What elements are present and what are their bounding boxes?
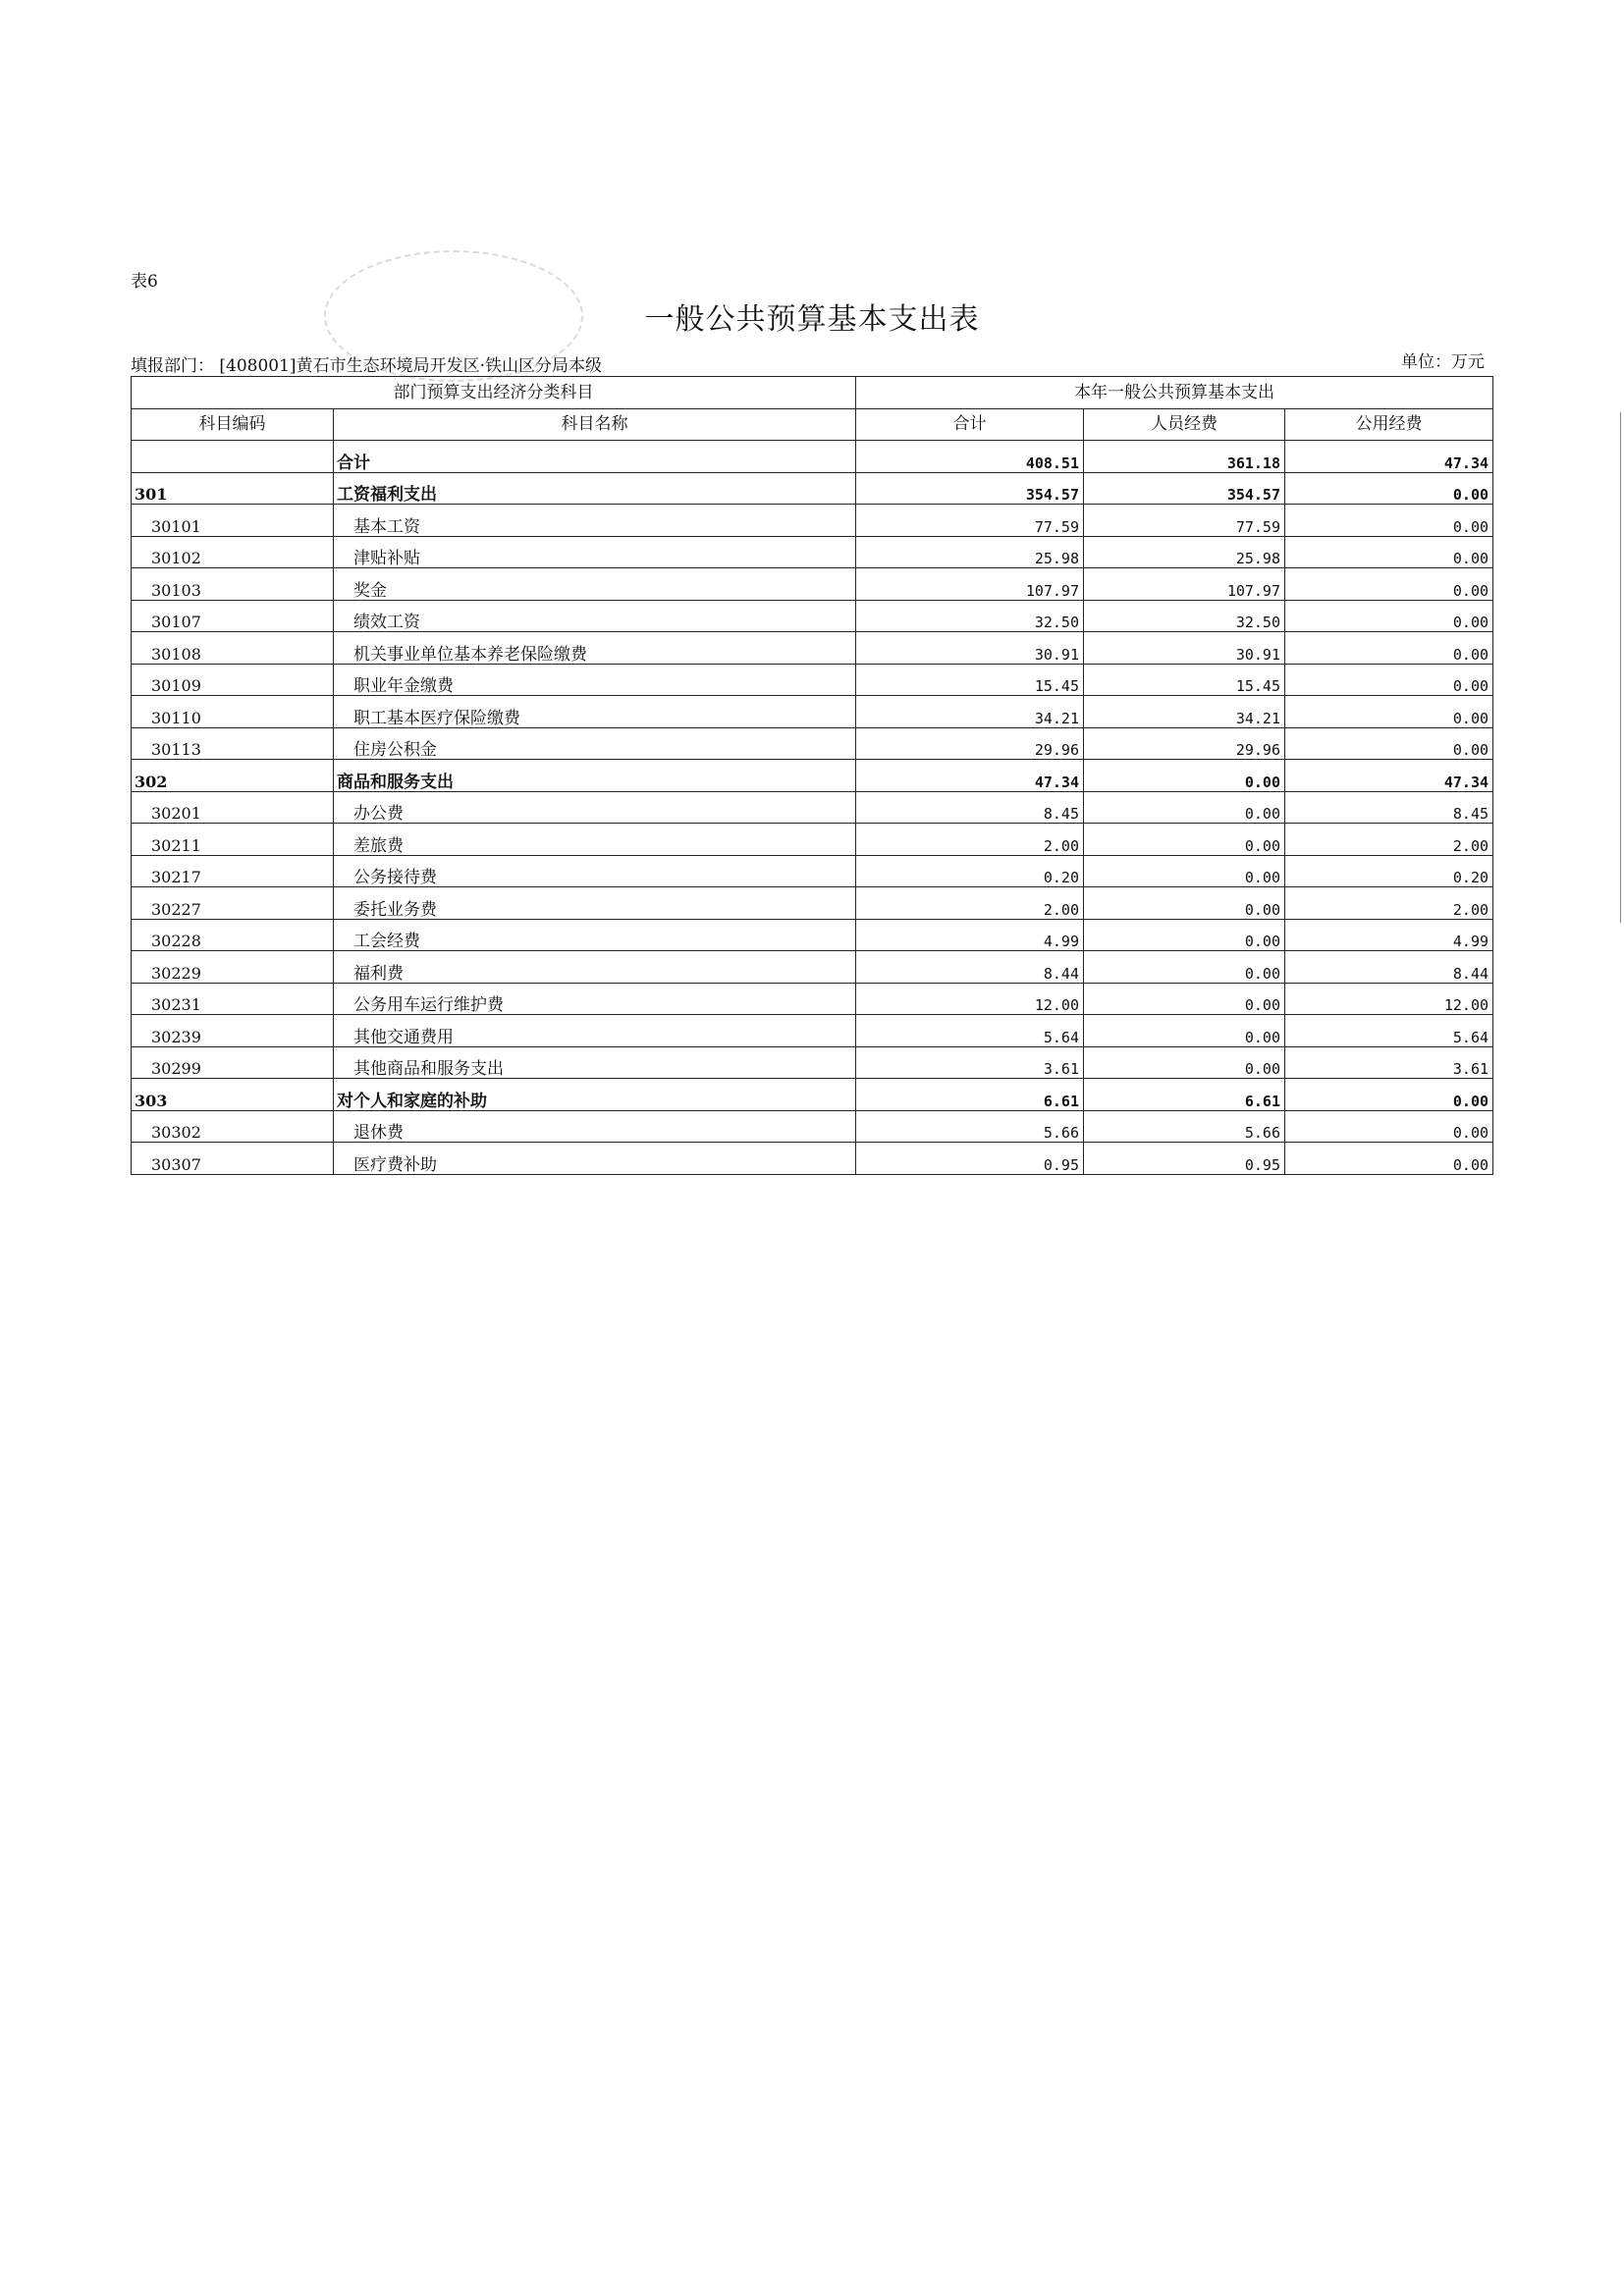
cell-total: 408.51 <box>856 441 1084 473</box>
cell-public: 2.00 <box>1285 824 1493 856</box>
cell-total: 30.91 <box>856 632 1084 665</box>
scan-edge-line <box>1620 412 1621 923</box>
header-personnel: 人员经费 <box>1084 408 1285 441</box>
cell-personnel: 0.00 <box>1084 983 1285 1015</box>
cell-total: 354.57 <box>856 472 1084 505</box>
cell-name: 办公费 <box>334 791 856 824</box>
cell-public: 8.45 <box>1285 791 1493 824</box>
cell-total: 77.59 <box>856 505 1084 537</box>
cell-public: 47.34 <box>1285 760 1493 792</box>
cell-name: 其他交通费用 <box>334 1015 856 1047</box>
header-group-row <box>132 377 1493 409</box>
table-row <box>132 632 1493 665</box>
cell-name: 商品和服务支出 <box>334 760 856 792</box>
cell-personnel: 0.00 <box>1084 887 1285 920</box>
cell-personnel: 0.00 <box>1084 1015 1285 1047</box>
table-row <box>132 824 1493 856</box>
table-row <box>132 1110 1493 1143</box>
cell-total: 12.00 <box>856 983 1084 1015</box>
table-row <box>132 472 1493 505</box>
cell-total: 0.20 <box>856 855 1084 887</box>
cell-total: 5.64 <box>856 1015 1084 1047</box>
header-code: 科目编码 <box>132 408 334 441</box>
cell-personnel: 354.57 <box>1084 472 1285 505</box>
cell-name: 福利费 <box>334 951 856 984</box>
cell-code: 30307 <box>132 1143 334 1175</box>
cell-name: 公务用车运行维护费 <box>334 983 856 1015</box>
header-name: 科目名称 <box>334 408 856 441</box>
cell-public: 0.00 <box>1285 600 1493 632</box>
cell-personnel: 77.59 <box>1084 505 1285 537</box>
fill-department-value: [408001]黄石市生态环境局开发区·铁山区分局本级 <box>219 356 602 376</box>
cell-public: 0.00 <box>1285 696 1493 728</box>
cell-personnel: 107.97 <box>1084 568 1285 601</box>
table-row <box>132 1015 1493 1047</box>
header-column-row <box>132 408 1493 441</box>
cell-name: 公务接待费 <box>334 855 856 887</box>
cell-personnel: 0.95 <box>1084 1143 1285 1175</box>
cell-personnel: 0.00 <box>1084 760 1285 792</box>
cell-public: 0.00 <box>1285 664 1493 696</box>
cell-total: 3.61 <box>856 1046 1084 1079</box>
cell-code: 30228 <box>132 919 334 951</box>
cell-public: 0.00 <box>1285 536 1493 568</box>
cell-public: 0.00 <box>1285 1079 1493 1111</box>
cell-name: 职业年金缴费 <box>334 664 856 696</box>
header-public: 公用经费 <box>1285 408 1493 441</box>
cell-personnel: 0.00 <box>1084 824 1285 856</box>
cell-code: 30211 <box>132 824 334 856</box>
cell-name: 对个人和家庭的补助 <box>334 1079 856 1111</box>
cell-personnel: 361.18 <box>1084 441 1285 473</box>
cell-total: 25.98 <box>856 536 1084 568</box>
cell-name: 工会经费 <box>334 919 856 951</box>
cell-code: 30103 <box>132 568 334 601</box>
cell-code <box>132 441 334 473</box>
cell-code: 30201 <box>132 791 334 824</box>
cell-public: 0.20 <box>1285 855 1493 887</box>
cell-name: 绩效工资 <box>334 600 856 632</box>
table-row <box>132 951 1493 984</box>
table-number: 表6 <box>131 272 158 292</box>
cell-code: 30239 <box>132 1015 334 1047</box>
cell-code: 30227 <box>132 887 334 920</box>
cell-public: 47.34 <box>1285 441 1493 473</box>
cell-name: 工资福利支出 <box>334 472 856 505</box>
table-row <box>132 664 1493 696</box>
cell-total: 107.97 <box>856 568 1084 601</box>
table-row <box>132 1079 1493 1111</box>
table-row <box>132 696 1493 728</box>
table-row <box>132 505 1493 537</box>
cell-total: 2.00 <box>856 824 1084 856</box>
cell-personnel: 32.50 <box>1084 600 1285 632</box>
cell-name: 退休费 <box>334 1110 856 1143</box>
cell-code: 30229 <box>132 951 334 984</box>
cell-name: 合计 <box>334 441 856 473</box>
table-row <box>132 791 1493 824</box>
table-row <box>132 600 1493 632</box>
table-row <box>132 727 1493 760</box>
table-row <box>132 1046 1493 1079</box>
budget-table <box>131 376 1493 1175</box>
cell-total: 34.21 <box>856 696 1084 728</box>
table-row <box>132 887 1493 920</box>
cell-public: 0.00 <box>1285 1143 1493 1175</box>
cell-name: 差旅费 <box>334 824 856 856</box>
cell-code: 30107 <box>132 600 334 632</box>
header-group-left: 部门预算支出经济分类科目 <box>132 377 856 409</box>
cell-public: 0.00 <box>1285 1110 1493 1143</box>
table-row <box>132 855 1493 887</box>
cell-total: 32.50 <box>856 600 1084 632</box>
header-total: 合计 <box>856 408 1084 441</box>
cell-code: 30101 <box>132 505 334 537</box>
cell-personnel: 6.61 <box>1084 1079 1285 1111</box>
cell-code: 30217 <box>132 855 334 887</box>
cell-total: 2.00 <box>856 887 1084 920</box>
cell-code: 30302 <box>132 1110 334 1143</box>
page-title: 一般公共预算基本支出表 <box>644 302 980 337</box>
cell-name: 其他商品和服务支出 <box>334 1046 856 1079</box>
cell-name: 委托业务费 <box>334 887 856 920</box>
cell-total: 29.96 <box>856 727 1084 760</box>
cell-code: 30109 <box>132 664 334 696</box>
cell-public: 12.00 <box>1285 983 1493 1015</box>
cell-code: 301 <box>132 472 334 505</box>
cell-public: 0.00 <box>1285 568 1493 601</box>
header-group-right: 本年一般公共预算基本支出 <box>856 377 1493 409</box>
cell-public: 0.00 <box>1285 472 1493 505</box>
cell-code: 30299 <box>132 1046 334 1079</box>
cell-name: 职工基本医疗保险缴费 <box>334 696 856 728</box>
cell-personnel: 0.00 <box>1084 791 1285 824</box>
cell-public: 0.00 <box>1285 632 1493 665</box>
table-row <box>132 568 1493 601</box>
cell-code: 30110 <box>132 696 334 728</box>
cell-code: 302 <box>132 760 334 792</box>
cell-name: 医疗费补助 <box>334 1143 856 1175</box>
cell-name: 奖金 <box>334 568 856 601</box>
cell-name: 机关事业单位基本养老保险缴费 <box>334 632 856 665</box>
cell-name: 基本工资 <box>334 505 856 537</box>
cell-total: 15.45 <box>856 664 1084 696</box>
table-row <box>132 760 1493 792</box>
cell-public: 4.99 <box>1285 919 1493 951</box>
cell-personnel: 0.00 <box>1084 1046 1285 1079</box>
fill-department-label: 填报部门： <box>131 356 214 376</box>
table-row <box>132 919 1493 951</box>
cell-total: 4.99 <box>856 919 1084 951</box>
cell-personnel: 29.96 <box>1084 727 1285 760</box>
cell-total: 8.45 <box>856 791 1084 824</box>
cell-name: 住房公积金 <box>334 727 856 760</box>
cell-public: 2.00 <box>1285 887 1493 920</box>
cell-total: 47.34 <box>856 760 1084 792</box>
cell-public: 5.64 <box>1285 1015 1493 1047</box>
cell-personnel: 25.98 <box>1084 536 1285 568</box>
cell-public: 3.61 <box>1285 1046 1493 1079</box>
cell-personnel: 5.66 <box>1084 1110 1285 1143</box>
cell-public: 0.00 <box>1285 505 1493 537</box>
table-row <box>132 983 1493 1015</box>
fill-department <box>131 351 602 376</box>
cell-code: 30113 <box>132 727 334 760</box>
cell-code: 30108 <box>132 632 334 665</box>
cell-total: 5.66 <box>856 1110 1084 1143</box>
cell-code: 30102 <box>132 536 334 568</box>
unit-label: 单位：万元 <box>1401 352 1485 372</box>
table-row <box>132 441 1493 473</box>
cell-total: 6.61 <box>856 1079 1084 1111</box>
cell-total: 0.95 <box>856 1143 1084 1175</box>
table-row <box>132 1143 1493 1175</box>
cell-personnel: 34.21 <box>1084 696 1285 728</box>
cell-personnel: 0.00 <box>1084 919 1285 951</box>
cell-personnel: 0.00 <box>1084 855 1285 887</box>
cell-name: 津贴补贴 <box>334 536 856 568</box>
cell-personnel: 0.00 <box>1084 951 1285 984</box>
cell-personnel: 30.91 <box>1084 632 1285 665</box>
table-row <box>132 536 1493 568</box>
cell-public: 8.44 <box>1285 951 1493 984</box>
cell-code: 30231 <box>132 983 334 1015</box>
cell-total: 8.44 <box>856 951 1084 984</box>
cell-public: 0.00 <box>1285 727 1493 760</box>
cell-personnel: 15.45 <box>1084 664 1285 696</box>
cell-code: 303 <box>132 1079 334 1111</box>
